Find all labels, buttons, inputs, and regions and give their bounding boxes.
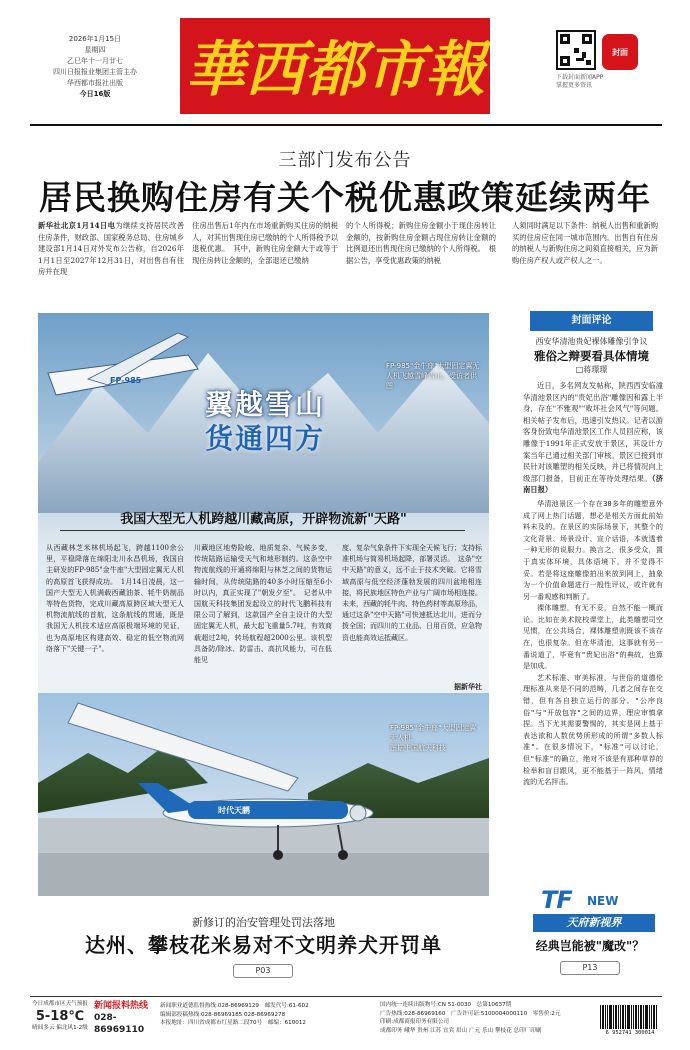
tianfu-page-button[interactable]: P13 [560, 961, 620, 975]
issue-info [30, 34, 160, 100]
upper-plane-icon [48, 333, 198, 395]
weather-desc: 晴间多云 偏北风1-2级 [32, 1024, 88, 1031]
lead-column-4: 人须同时满足以下条件：纳税人出售和重新购买的住房应在同一城市范围内。出售自有住房的纳税人与新购住房之间须直接相关，应为新购住房产权人或产权人之一。 [512, 221, 658, 265]
commentary-para-3: 裸体雕塑，有无不妥，自然不能一概而论。比如在美术院校课堂上，此类雕塑司空见惯，在公共场合，裸体雕塑则既该不该存在，也很复杂。但在华清池，这事就有另一番说道了，毕竟有"贵妃出浴"的典故，也算是加成。 [523, 603, 663, 671]
commentary-para-4: 艺术标准、审美标准，与世俗的道德伦理标准从来是不同的范畴，几者之间存在交错，但有各自独立运行的部分。"公序良俗"与"开放包容"之间的边界，理应审慎拿捏。当下尤其需要警惕的，其实是网上基于表达欲和人数优势所形成的所谓"多数人标准"。在很多情况下，"标准"可以讨论，但"标准"的确立，绝对不该是有那种草荐的检举和盲目跟风，更不能基于一阵风、情绪流的无名抨击。 [523, 672, 663, 787]
lead-kicker: 三部门发布公告 [278, 150, 412, 171]
footer-rule [30, 996, 662, 997]
barcode-icon [600, 999, 660, 1029]
banner-line-1: 翼越雪山 [204, 388, 325, 421]
tianfu-new-label: NEW [587, 894, 619, 908]
edition-count: 今日16版 [79, 90, 111, 98]
lead-column-2: 住房出售后1年内在市场重新购买住房的纳税人，对其出售现住房已缴纳的个人所得税予以退税优惠。 其中，新购住房金额大于或等于现住房转让金额的，全部退还已缴纳 [192, 221, 338, 265]
footer-publication: 国内统一连续出版物号:CN 51-0030 总第10637期 广告热线:028-86969160 广告许可证:5100004000110 零售价:2元 印刷:成都商报印务有限公司 成都印务 峨华 贵州 江苏 宜宾 眉山 广元 乐山 攀枝花 总印厂印刷 [380, 1002, 561, 1034]
app-caption-line2: 掌握更多资讯 [556, 82, 593, 89]
hotline-number: 028-86969110 [94, 1013, 145, 1035]
lunar-date: 乙巳年十一月廿七 [67, 57, 123, 65]
lead-column-1: 新华社北京1月14日电为继续支持居民改善住房条件，财政部、国家税务总局、住房城乡建设部1月14日对外发布公告称，自2026年1月1日至2027年12月31日，对出售自有住房并在现 [38, 221, 185, 277]
bottom-page-button[interactable]: P03 [233, 964, 293, 978]
commentary-author: □蒋璟璟 [575, 365, 608, 374]
tianfu-band: 天府新视界 [533, 914, 655, 932]
caption-bottom: FP-985"金牛座"大型固定翼无人机。 图据中国航天科技 [390, 724, 477, 752]
lead-column-3: 的个人所得税；新购住房金额小于现住房转让金额的，按新购住房金额占现住房转让金额的比例退还出售现住房已缴纳的个人所得税。 根据公告，享受优惠政策的纳税 [346, 221, 496, 265]
masthead-title: 華西都市報 [185, 35, 485, 105]
issue-date: 2026年1月15日 [68, 35, 122, 43]
commentary-header: 封面评论 [530, 311, 653, 331]
publisher-group: 四川日报报业集团主管主办 [53, 68, 137, 76]
commentary-para-1: 近日，多名网友发帖称，陕西西安临潼华清池景区内的"贵妃出浴"雕像因和露上半身，存在"不雅观""败坏社会风气"等问题。相关帖子发布后，迅速引发热议。记者以游客身份致电华清池景区工作人员回应称，该雕像于1991年正式安放于景区，其设计方案当年已通过相关部门审核。景区已接到市民针对该雕塑的相关反映，并已将情况向上级部门报备，目前正在等待处理结果。（济南日报） [523, 381, 664, 495]
tianfu-promo[interactable] [525, 886, 655, 976]
weather-box [30, 1000, 90, 1032]
commentary-para-2: 华清池景区一个存在30多年的雕塑意外成了网上热门话题，想必是相关方面此前始料未及的。在景区的实际场景下，其整个的文化背景、场景设计、宣介话语，本就透着一种无形的说服力。换言之，很多受众，置于真实体环境，具体语境下，并不觉得不妥。若是将这座雕像拍出来放到网上，抽象为一个价值命题进行一般性评议，或许就有另一番观感和判断了。 [523, 498, 663, 601]
barcode-number: 6 952741 300014 [605, 1030, 655, 1036]
lead-dateline: 新华社北京1月14日电 [38, 221, 116, 230]
qr-code-icon [556, 30, 596, 70]
feature-column-3: 度、复杂气象条件下实现全天候飞行；支持标准机场与简易机场起降，部署灵活。 这条"空中天路"的意义，远不止于技术突破。它将雪域高原与低空经济蓬勃发展的四川盆地相连接，将民族地区特色产业与广阔市场相连接。未来，西藏的牦牛肉、特色药材等高原珍品，通过这条"空中天路"可快速抵达北川，进而分拨全国；而四川的工业品、日用百货、应急物资也能高效运抵藏区。 [342, 544, 482, 642]
footer-contacts: 新闻职业道德监督热线:028-86969129 邮发代号:61-602 编辑部投稿热线:028-86969185 028-86969278 本报地址：四川省成都市红星路二段70号 邮编：610012 [160, 1003, 309, 1026]
svg-text:时代天鹏: 时代天鹏 [218, 806, 250, 815]
bottom-headline: 达州、攀枝花米易对不文明养犬开罚单 [85, 933, 442, 957]
app-caption-line1: 下载封面新闻APP [556, 74, 604, 81]
banner-line-2: 货通四方 [204, 422, 325, 455]
weather-label: 今日成都市区天气预报 [32, 1001, 88, 1007]
caption-top: FP-985"金牛座"大型固定翼无人机飞越雪峰雪山。受访者供图 [386, 362, 480, 390]
feature-subhead: 我国大型无人机跨越川藏高原，开辟物流新"天路" [120, 512, 407, 527]
feature-credit: 据新华社 [454, 682, 482, 691]
lead-headline: 居民换购住房有关个税优惠政策延续两年 [39, 178, 651, 217]
header-rule [30, 124, 662, 126]
tianfu-title: 经典岂能被"魔改"？ [535, 939, 645, 953]
publisher: 华西都市报社出版 [67, 79, 123, 87]
commentary-body [523, 380, 663, 788]
feature-subhead-rule [60, 530, 465, 531]
feature-column-1: 从西藏林芝米林机场起飞，跨越1100余公里，平稳降落在绵阳北川永昌机场，我国自主研发的FP-985"金牛座"大型固定翼无人机的高原首飞获得成功。 1月14日凌晨，这一国产大型无人机满载西藏油茶、牦牛奶制品等特色货物，完成川藏高原跨区域大型无人机物流航线的首航，这条航线的贯通，既是我国无人机技术适应高原极端环境的见证，也为高原地区构建高效、稳定的低空物流网络落下"关键一子"。 [46, 544, 184, 653]
bottom-kicker: 新修订的治安管理处罚法落地 [192, 916, 335, 929]
issue-weekday: 星期四 [84, 46, 106, 54]
weather-temp: 5-18℃ [35, 1008, 85, 1024]
hotline-box [94, 1001, 156, 1036]
feature-column-2: 川藏地区地势险峻、地质复杂、气候多变，传统陆路运输受天气和地形制约。这条空中物流航线的开通将绵阳与林芝之间的货物运输时间，从传统陆路的40多小时压缩至6小时以内，真正实现了"朝发夕至"。 记者从中国航天科技集团发起设立的时代飞鹏科技有限公司了解到，这款国产全自主设计的大型固定翼无人机，最大起飞重量5.7吨，有效商载超过2吨，转场航程超2000公里。该机型具备防/除冰、防雷击、高抗风能力，可在低能见 [194, 544, 332, 665]
commentary-title: 雅俗之辩要看具体情境 [534, 349, 649, 363]
app-icon: 封面 [602, 34, 638, 70]
svg-text:FP-985: FP-985 [110, 376, 142, 385]
tianfu-logo-icon: TF [541, 886, 572, 914]
commentary-subtitle: 西安华清池贵妃裸体雕像引争议 [535, 337, 648, 346]
feature-banner-title [190, 388, 340, 456]
app-caption [556, 74, 656, 90]
masthead [180, 18, 490, 114]
masthead-logo [180, 18, 490, 114]
hotline-label: 新闻报料热线 [94, 1001, 149, 1011]
